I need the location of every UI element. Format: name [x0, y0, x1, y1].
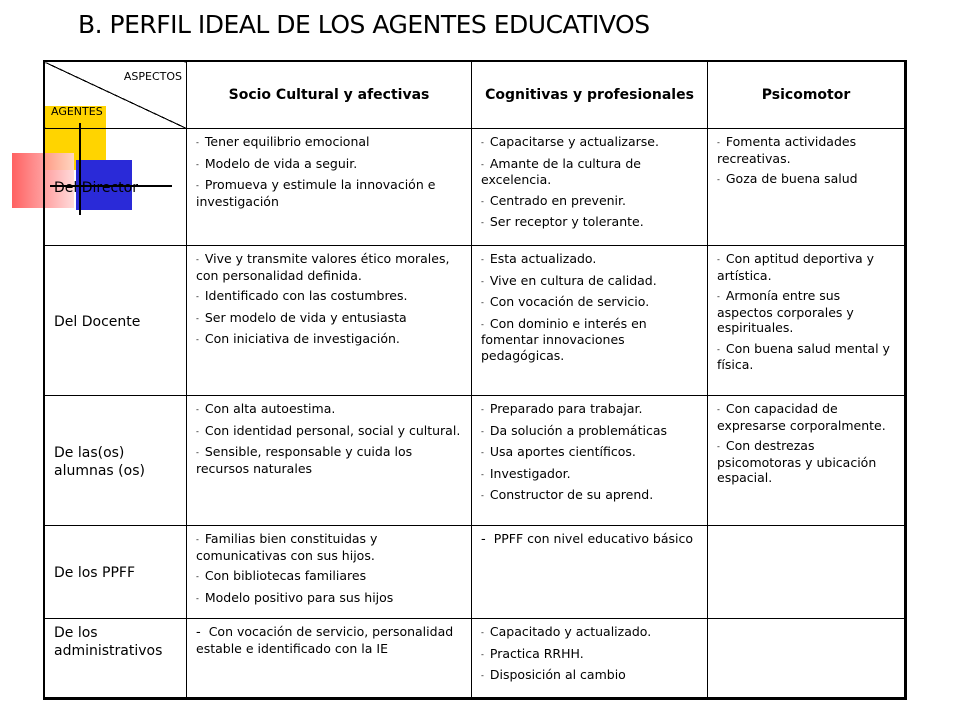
bullet-dash: -: [717, 175, 720, 184]
list-item: [717, 288, 898, 336]
list-item-text: Ser modelo de vida y entusiasta: [204, 309, 407, 325]
bullet-dash: -: [481, 276, 484, 286]
list-item-text: Centrado en prevenir.: [489, 192, 626, 208]
bullet-dash: -: [481, 469, 484, 479]
header-cognitivas: Cognitivas y profesionales: [472, 62, 708, 129]
list-item: [196, 177, 465, 209]
cognitivas-cell: [472, 396, 708, 526]
list-item: [717, 134, 898, 166]
list-item-text: Goza de buena salud: [725, 171, 858, 186]
cognitivas-cell: [472, 129, 708, 246]
list-item-text: Con buena salud mental y física.: [717, 340, 890, 372]
bullet-dash: -: [717, 405, 720, 414]
list-item: [196, 423, 465, 440]
bullet-dash: -: [196, 593, 199, 603]
list-item: [481, 667, 701, 684]
list-item: [717, 341, 898, 373]
list-item: [717, 438, 898, 486]
table-row: [45, 246, 905, 396]
profile-table: [44, 61, 905, 698]
bullet-dash: -: [481, 448, 484, 457]
list-item-text: Constructor de su aprend.: [489, 487, 654, 502]
table-row: [45, 129, 905, 246]
bullet-dash: -: [717, 255, 720, 264]
socio-cell: [187, 129, 472, 246]
list-item-text: Esta actualizado.: [489, 251, 597, 266]
list-item: [481, 134, 701, 151]
list-item-text: Con alta autoestima.: [204, 401, 336, 416]
corner-label-aspectos: ASPECTOS: [123, 70, 182, 83]
bullet-dash: -: [196, 535, 199, 544]
list-item: [196, 590, 465, 607]
row-label: Del Docente: [45, 246, 187, 396]
list-item: [196, 251, 465, 283]
list-item: [481, 646, 701, 663]
list-item-text: Vive en cultura de calidad.: [489, 272, 657, 288]
psicomotor-cell: [708, 396, 905, 526]
cognitivas-cell: [472, 526, 708, 619]
list-item-text: Capacitado y actualizado.: [489, 624, 652, 639]
bullet-dash: -: [481, 649, 484, 659]
list-item: [196, 134, 465, 151]
list-item: [481, 273, 701, 290]
bullet-dash: -: [717, 292, 720, 301]
bullet-dash: -: [481, 405, 484, 414]
list-item-text: Da solución a problemáticas: [489, 422, 668, 438]
list-item-text: Con vocación de servicio, personalidad estable e identificado con la IE: [196, 624, 454, 656]
row-label: Del Director: [45, 129, 187, 246]
bullet-dash: -: [481, 159, 484, 169]
list-item-text: Modelo positivo para sus hijos: [204, 589, 394, 605]
bullet-dash: -: [196, 159, 199, 169]
list-item-text: Con aptitud deportiva y artística.: [717, 251, 874, 283]
list-item: [481, 624, 701, 641]
list-item: [717, 401, 898, 433]
bullet-dash: -: [717, 344, 720, 354]
psicomotor-cell: [708, 526, 905, 619]
socio-cell: [187, 526, 472, 619]
header-row: [45, 62, 905, 129]
bullet-dash: -: [196, 138, 199, 147]
bullet-dash: -: [481, 255, 484, 264]
header-socio-cultural: Socio Cultural y afectivas: [187, 62, 472, 129]
list-item-text: PPFF con nivel educativo básico: [493, 531, 694, 546]
list-item: [717, 171, 898, 188]
bullet-dash: -: [196, 426, 199, 436]
list-item: [481, 214, 701, 231]
header-psicomotor: Psicomotor: [708, 62, 905, 129]
list-item-text: Practica RRHH.: [489, 645, 584, 661]
bullet-dash: -: [481, 298, 484, 307]
list-item-text: Investigador.: [489, 465, 571, 481]
list-item: [481, 423, 701, 440]
list-item-text: Ser receptor y tolerante.: [489, 214, 644, 229]
corner-cell: [45, 62, 187, 129]
list-item-text: Con capacidad de expresarse corporalmente.: [717, 401, 886, 433]
socio-cell: [187, 246, 472, 396]
list-item: [196, 401, 465, 418]
list-item: [196, 310, 465, 327]
table-row: [45, 396, 905, 526]
list-item: [481, 466, 701, 483]
bullet-dash: -: [196, 405, 199, 414]
bullet-dash: -: [481, 628, 484, 637]
bullet-dash: -: [196, 313, 199, 323]
bullet-dash: -: [196, 448, 199, 457]
list-item: [481, 444, 701, 461]
list-item: [481, 401, 701, 418]
list-item: [196, 568, 465, 585]
bullet-dash: -: [481, 319, 484, 329]
bullet-dash: -: [481, 218, 484, 227]
bullet-dash: -: [481, 426, 484, 436]
list-item-text: Con vocación de servicio.: [489, 294, 650, 309]
list-item: [481, 294, 701, 311]
bullet-dash: -: [717, 442, 720, 451]
list-item-text: Preparado para trabajar.: [489, 401, 643, 416]
bullet-dash: -: [196, 335, 199, 344]
list-item: [196, 624, 465, 656]
list-item: [481, 156, 701, 188]
bullet-dash: -: [481, 491, 484, 500]
psicomotor-cell: [708, 619, 905, 698]
psicomotor-cell: [708, 129, 905, 246]
cognitivas-cell: [472, 246, 708, 396]
list-item-text: Modelo de vida a seguir.: [204, 155, 358, 171]
table-row: [45, 526, 905, 619]
list-item-text: Amante de la cultura de excelencia.: [481, 155, 641, 187]
list-item-text: Capacitarse y actualizarse.: [489, 134, 659, 149]
bullet-dash: -: [196, 255, 199, 264]
row-label: De los PPFF: [45, 526, 187, 619]
list-item: [196, 444, 465, 476]
bullet-dash: -: [196, 181, 199, 190]
bullet-dash: -: [196, 292, 199, 301]
socio-cell: [187, 396, 472, 526]
list-item-text: Con dominio e interés en fomentar innovaciones pedagógicas.: [481, 315, 647, 363]
list-item-text: Disposición al cambio: [489, 667, 626, 682]
list-item-text: Con destrezas psicomotoras y ubicación espacial.: [717, 438, 877, 485]
list-item: [196, 531, 465, 563]
list-item: [481, 531, 701, 548]
corner-label-agentes: AGENTES: [51, 105, 103, 118]
table-row: [45, 619, 905, 698]
list-item: [481, 487, 701, 504]
bullet-dash: -: [196, 625, 201, 640]
list-item-text: Familias bien constituidas y comunicativas con sus hijos.: [196, 531, 378, 563]
row-label: De las(os) alumnas (os): [45, 396, 187, 526]
list-item-text: Tener equilibrio emocional: [204, 134, 370, 149]
bullet-dash: -: [481, 196, 484, 206]
socio-cell: [187, 619, 472, 698]
list-item-text: Fomenta actividades recreativas.: [717, 134, 857, 166]
bullet-dash: -: [481, 532, 486, 547]
list-item-text: Con identidad personal, social y cultural.: [204, 422, 461, 438]
list-item-text: Sensible, responsable y cuida los recursos naturales: [196, 444, 413, 476]
list-item: [481, 193, 701, 210]
bullet-dash: -: [196, 572, 199, 581]
list-item: [196, 288, 465, 305]
list-item-text: Promueva y estimule la innovación e investigación: [196, 177, 436, 209]
list-item: [717, 251, 898, 283]
list-item-text: Vive y transmite valores ético morales, con personalidad definida.: [196, 251, 450, 283]
list-item-text: Con bibliotecas familiares: [204, 568, 367, 583]
list-item: [481, 251, 701, 268]
list-item: [196, 156, 465, 173]
list-item-text: Usa aportes científicos.: [489, 444, 636, 459]
list-item: [196, 331, 465, 348]
bullet-dash: -: [717, 138, 720, 147]
list-item-text: Armonía entre sus aspectos corporales y espirituales.: [717, 288, 854, 335]
psicomotor-cell: [708, 246, 905, 396]
page-title: B. PERFIL IDEAL DE LOS AGENTES EDUCATIVOS: [78, 10, 650, 39]
list-item-text: Identificado con las costumbres.: [204, 288, 408, 303]
cognitivas-cell: [472, 619, 708, 698]
row-label: De los administrativos: [45, 619, 187, 698]
bullet-dash: -: [481, 138, 484, 147]
list-item-text: Con iniciativa de investigación.: [204, 331, 400, 346]
bullet-dash: -: [481, 671, 484, 680]
list-item: [481, 316, 701, 364]
